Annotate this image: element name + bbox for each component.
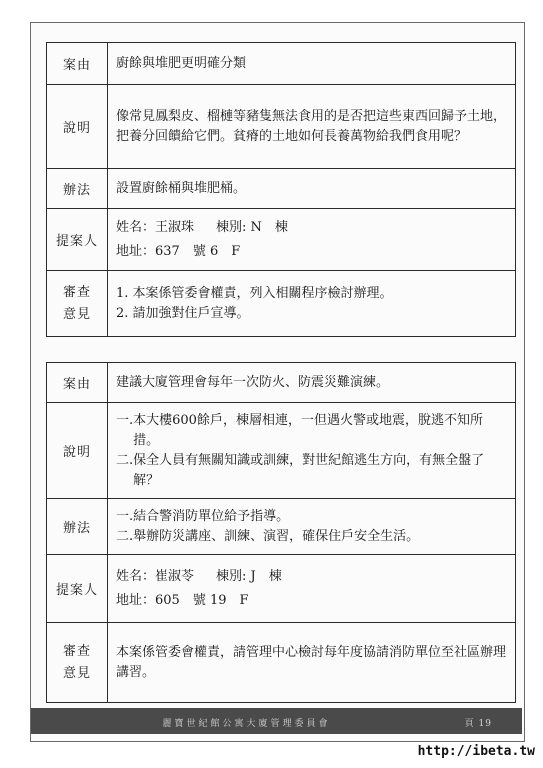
- proposer-name: 崔淑苓: [155, 568, 195, 584]
- method-label: 辦法: [47, 169, 108, 209]
- method-label: 辦法: [47, 499, 108, 555]
- proposal-form-2: [46, 362, 516, 703]
- footer-organization: 麗寶世紀館公寓大廈管理委員會: [162, 719, 331, 729]
- subject-label: 案由: [47, 43, 108, 85]
- proposer-row: [47, 209, 516, 271]
- proposer-value: [108, 555, 516, 623]
- proposer-row: [47, 555, 516, 623]
- review-row: [47, 271, 516, 337]
- review-value: [108, 271, 516, 337]
- method-row: [47, 499, 516, 555]
- review-item-1: 1. 本案係管委會權責，列入相關程序檢討辦理。: [116, 285, 393, 301]
- proposer-value: [108, 209, 516, 271]
- address-label: 地址：: [116, 592, 156, 608]
- method-item-1: 一. 結合警消防單位給予指導。: [116, 508, 290, 524]
- page-number: 頁 19: [464, 719, 492, 729]
- review-value: 本案係管委會權責，請管理中心檢討每年度協請消防單位至社區辦理講習。: [108, 623, 516, 703]
- proposer-label: 提案人: [47, 555, 108, 623]
- review-label: 審查 意見: [47, 623, 108, 703]
- subject-label: 案由: [47, 363, 108, 403]
- description-value: [108, 403, 516, 499]
- subject-row: [47, 43, 516, 85]
- name-label: 姓名：: [116, 219, 156, 235]
- proposal-form-1: [46, 42, 516, 337]
- proposer-address: 637 號 6 F: [155, 243, 241, 259]
- description-item-2: 二. 保全人員有無關知識或訓練，對世紀館逃生方向，有無全盤了解？: [116, 452, 485, 488]
- subject-row: [47, 363, 516, 403]
- method-value: [108, 499, 516, 555]
- method-row: [47, 169, 516, 209]
- description-label: 說明: [47, 85, 108, 169]
- description-value: 像常見鳳梨皮、榴槤等豬隻無法食用的是否把這些東西回歸予土地，把養分回饋給它們。貧瘠的土地如何長養萬物給我們食用呢？: [108, 85, 516, 169]
- subject-value: 建議大廈管理會每年一次防火、防震災難演練。: [108, 363, 516, 403]
- building-field: 棟別: N 棟: [216, 219, 288, 235]
- method-item-2: 二. 舉辦防災講座、訓練、演習，確保住戶安全生活。: [116, 528, 420, 544]
- name-label: 姓名：: [116, 568, 156, 584]
- proposer-name: 王淑珠: [155, 219, 195, 235]
- subject-value: 廚餘與堆肥更明確分類: [108, 43, 516, 85]
- review-label: 審查 意見: [47, 271, 108, 337]
- review-item-2: 2. 請加強對住戶宣導。: [116, 305, 250, 321]
- description-row: [47, 85, 516, 169]
- address-label: 地址：: [116, 243, 156, 259]
- building-field: 棟別: J 棟: [216, 568, 282, 584]
- description-item-1: 一. 本大樓600餘戶，棟層相連，一但遇火警或地震，脫逃不知所措。: [116, 412, 483, 448]
- description-label: 說明: [47, 403, 108, 499]
- review-row: [47, 623, 516, 703]
- page-footer: [31, 708, 522, 734]
- proposer-address: 605 號 19 F: [155, 592, 249, 608]
- method-value: 設置廚餘桶與堆肥桶。: [108, 169, 516, 209]
- watermark-url: http://ibeta.tw: [417, 744, 535, 759]
- proposer-label: 提案人: [47, 209, 108, 271]
- description-row: [47, 403, 516, 499]
